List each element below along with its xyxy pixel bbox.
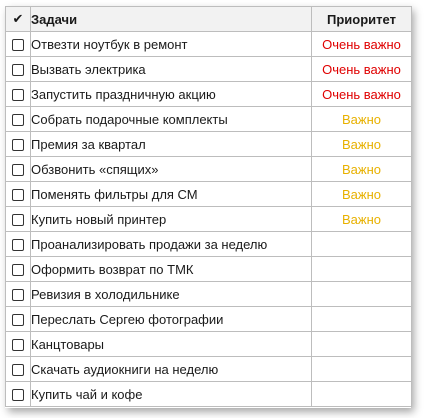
task-checkbox[interactable]	[12, 64, 24, 76]
row-checkbox-cell	[6, 382, 31, 407]
table-row	[6, 57, 412, 82]
row-checkbox-cell	[6, 257, 31, 282]
task-name: Премия за квартал	[31, 132, 312, 157]
task-priority: Важно	[312, 107, 412, 132]
row-checkbox-cell	[6, 32, 31, 57]
task-name: Вызвать электрика	[31, 57, 312, 82]
row-checkbox-cell	[6, 57, 31, 82]
row-checkbox-cell	[6, 157, 31, 182]
task-name: Ревизия в холодильнике	[31, 282, 312, 307]
task-table	[5, 6, 412, 407]
table-row	[6, 357, 412, 382]
task-priority	[312, 382, 412, 407]
table-row	[6, 257, 412, 282]
task-checkbox[interactable]	[12, 314, 24, 326]
task-name: Отвезти ноутбук в ремонт	[31, 32, 312, 57]
task-name: Собрать подарочные комплекты	[31, 107, 312, 132]
row-checkbox-cell	[6, 132, 31, 157]
header-tasks: Задачи	[31, 7, 312, 32]
task-name: Канцтовары	[31, 332, 312, 357]
task-table-frame	[5, 6, 411, 408]
task-checkbox[interactable]	[12, 239, 24, 251]
task-priority: Очень важно	[312, 57, 412, 82]
table-row	[6, 232, 412, 257]
task-priority	[312, 232, 412, 257]
table-row	[6, 157, 412, 182]
task-priority: Очень важно	[312, 32, 412, 57]
task-checkbox[interactable]	[12, 264, 24, 276]
task-priority: Очень важно	[312, 82, 412, 107]
table-row	[6, 332, 412, 357]
row-checkbox-cell	[6, 282, 31, 307]
row-checkbox-cell	[6, 332, 31, 357]
task-name: Скачать аудиокниги на неделю	[31, 357, 312, 382]
table-row	[6, 207, 412, 232]
task-list	[6, 32, 412, 407]
task-priority	[312, 257, 412, 282]
task-priority: Важно	[312, 207, 412, 232]
table-row	[6, 32, 412, 57]
table-row	[6, 282, 412, 307]
task-priority	[312, 307, 412, 332]
task-priority	[312, 282, 412, 307]
task-priority	[312, 332, 412, 357]
task-priority: Важно	[312, 182, 412, 207]
task-checkbox[interactable]	[12, 364, 24, 376]
row-checkbox-cell	[6, 182, 31, 207]
row-checkbox-cell	[6, 232, 31, 257]
header-priority: Приоритет	[312, 7, 412, 32]
task-name: Купить новый принтер	[31, 207, 312, 232]
table-row	[6, 132, 412, 157]
row-checkbox-cell	[6, 307, 31, 332]
task-checkbox[interactable]	[12, 214, 24, 226]
header-check-icon: ✔	[6, 7, 31, 32]
task-checkbox[interactable]	[12, 139, 24, 151]
table-row	[6, 107, 412, 132]
task-checkbox[interactable]	[12, 289, 24, 301]
task-name: Проанализировать продажи за неделю	[31, 232, 312, 257]
task-name: Поменять фильтры для СМ	[31, 182, 312, 207]
table-row	[6, 82, 412, 107]
task-checkbox[interactable]	[12, 39, 24, 51]
task-priority: Важно	[312, 132, 412, 157]
task-checkbox[interactable]	[12, 114, 24, 126]
task-name: Обзвонить «спящих»	[31, 157, 312, 182]
task-checkbox[interactable]	[12, 189, 24, 201]
task-name: Запустить праздничную акцию	[31, 82, 312, 107]
table-row	[6, 182, 412, 207]
table-header-row	[6, 7, 412, 32]
row-checkbox-cell	[6, 207, 31, 232]
task-checkbox[interactable]	[12, 89, 24, 101]
task-checkbox[interactable]	[12, 389, 24, 401]
task-checkbox[interactable]	[12, 164, 24, 176]
task-name: Купить чай и кофе	[31, 382, 312, 407]
table-row	[6, 307, 412, 332]
task-name: Переслать Сергею фотографии	[31, 307, 312, 332]
task-priority	[312, 357, 412, 382]
table-row	[6, 382, 412, 407]
row-checkbox-cell	[6, 82, 31, 107]
task-checkbox[interactable]	[12, 339, 24, 351]
task-name: Оформить возврат по ТМК	[31, 257, 312, 282]
row-checkbox-cell	[6, 357, 31, 382]
row-checkbox-cell	[6, 107, 31, 132]
task-priority: Важно	[312, 157, 412, 182]
